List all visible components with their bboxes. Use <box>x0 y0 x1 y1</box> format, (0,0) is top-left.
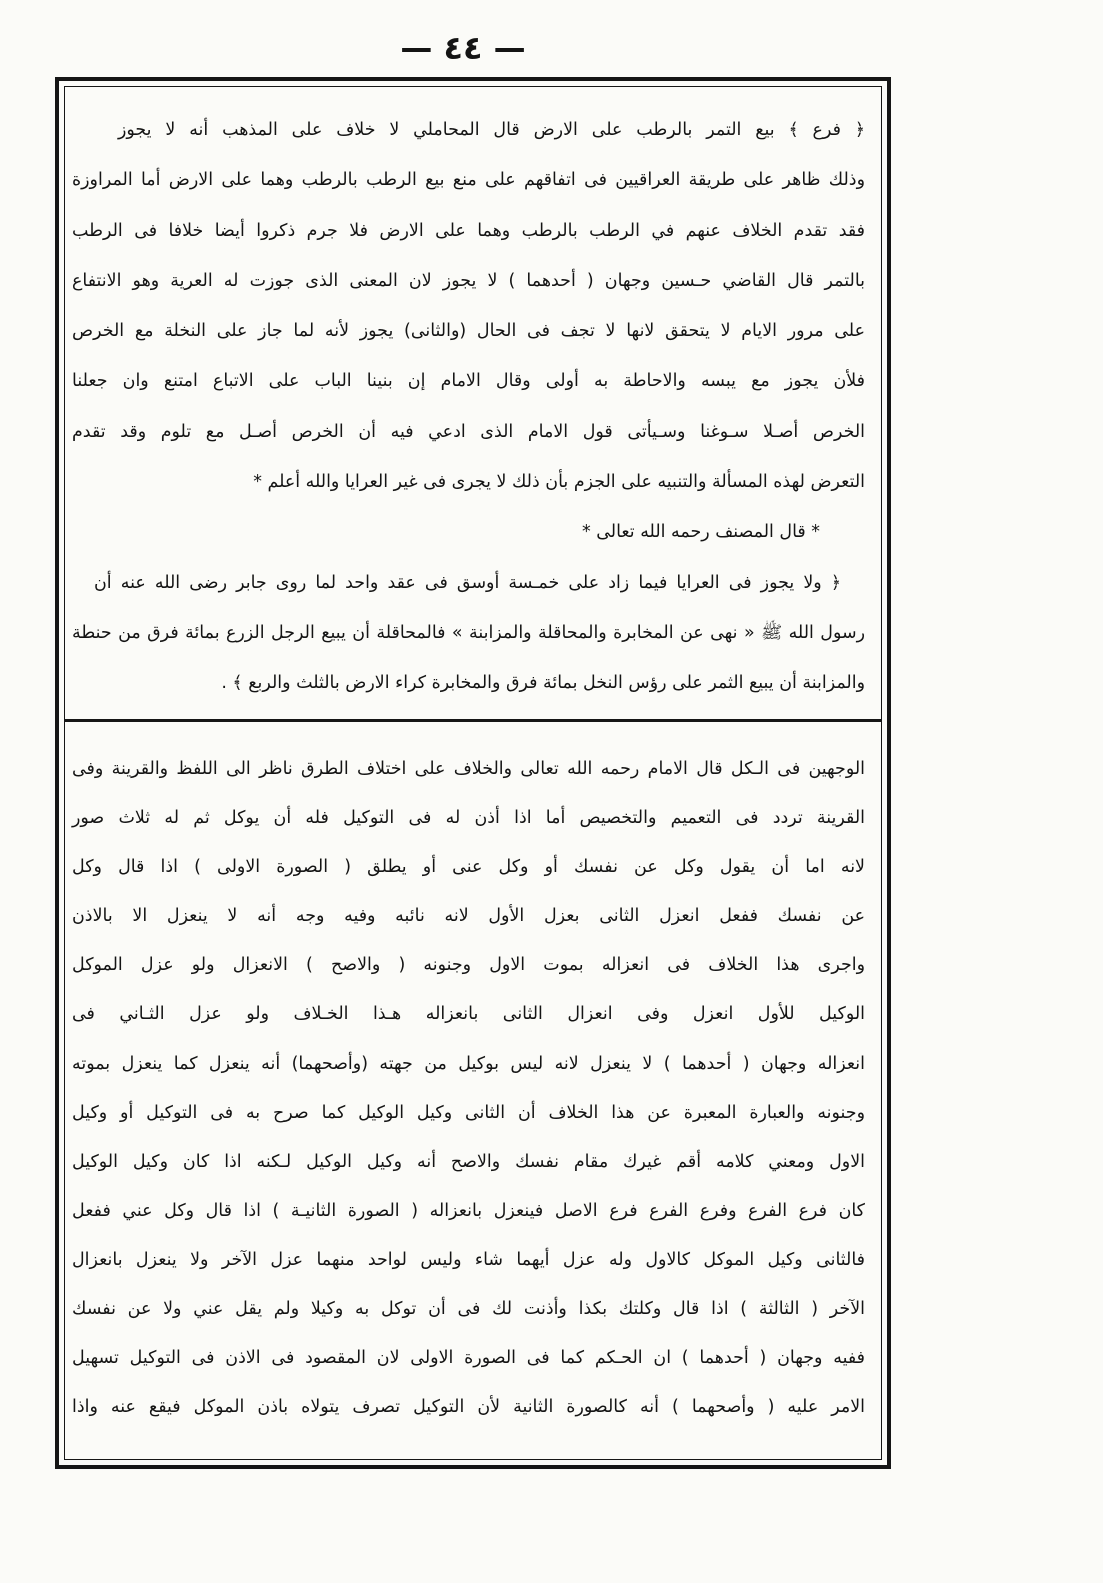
line-text: عن نفسك ففعل انعزل الثانى بعزل الأول لانه نائبه وفيه وجه أنه لا ينعزل الا بالاذن <box>72 906 865 927</box>
line-text: القرينة تردد فى التعميم والتخصيص أما اذا أذن له فى التوكيل فله أن يوكل ثم له ثلاث صور <box>72 808 865 829</box>
text-line <box>72 1040 865 1089</box>
text-line <box>72 1187 865 1236</box>
line-text: كان فرع الفرع وفرع الفرع فرع الاصل فينعزل بانعزاله ( الصورة الثانيـة ) اذا قال وكل عني ففعل <box>72 1200 865 1221</box>
text-line <box>72 941 865 990</box>
text-line <box>72 155 865 205</box>
text-line <box>72 256 865 306</box>
text-line <box>72 794 865 843</box>
text-line <box>72 206 865 256</box>
line-text: الوكيل للأول انعزل وفى انعزال الثانى بانعزاله هـذا الخـلاف ولو عزل الثـاني فى <box>72 1004 865 1025</box>
line-text: لانه اما أن يقول وكل عن نفسك أو وكل عنى أو يطلق ( الصورة الاولى ) اذا قال وكل <box>72 857 865 878</box>
line-text: الامر عليه ( وأصحهما ) أنه كالصورة الثانية لأن التوكيل تصرف يتولاه باذن الموكل فيقع عنه واذا <box>72 1397 865 1418</box>
text-line <box>72 843 865 892</box>
line-text: فقد تقدم الخلاف عنهم في الرطب بالرطب وهما على الارض فلا جرم ذكروا أيضا خلافا فى الرطب <box>72 220 865 241</box>
line-text: * قال المصنف رحمه الله تعالى * <box>581 522 820 543</box>
text-line <box>72 990 865 1039</box>
text-line <box>72 608 865 658</box>
text-line <box>72 658 865 708</box>
line-text: التعرض لهذه المسألة والتنبيه على الجزم بأن ذلك لا يجرى فى غير العرايا والله أعلم * <box>253 472 865 493</box>
text-line <box>72 1285 865 1334</box>
text-line <box>72 105 865 155</box>
line-text: ﴿ ولا يجوز فى العرايا فيما زاد على خمـسة أوسق فى عقد واحد لما روى جابر رضى الله عنه أن <box>94 572 841 593</box>
lower-text-block <box>72 745 865 1432</box>
line-text: ففيه وجهان ( أحدهما ) ان الحـكم كما فى الصورة الاولى لان المقصود فى الاذن فى التوكيل تسهيل <box>72 1348 865 1369</box>
text-line <box>72 407 865 457</box>
text-line <box>72 1236 865 1285</box>
line-text: واجرى هذا الخلاف فى انعزاله بموت الاول وجنونه ( والاصح ) الانعزال ولو عزل الموكل <box>72 955 865 976</box>
text-line <box>72 745 865 794</box>
line-text: رسول الله ﷺ « نهى عن المخابرة والمحاقلة والمزابنة » فالمحاقلة أن يبيع الرجل الزرع بمائة فرق من حنطة <box>72 622 865 643</box>
text-line <box>72 1089 865 1138</box>
text-line <box>72 1138 865 1187</box>
text-line <box>72 356 865 406</box>
text-line <box>72 1383 865 1432</box>
text-line <box>72 1334 865 1383</box>
section-heading <box>72 507 865 557</box>
line-text: وذلك ظاهر على طريقة العراقيين فى اتفاقهم على منع بيع الرطب بالرطب وهما على الارض أما المراوزة <box>72 170 865 191</box>
line-text: فلأن يجوز مع يبسه والاحاطة به أولى وقال الامام إن بنينا الباب على الاتباع امتنع وان جعلنا <box>72 371 865 392</box>
text-line <box>72 558 865 608</box>
line-text: فالثانى وكيل الموكل كالاول وله عزل أيهما شاء وليس لواحد منهما عزل الآخر ولا ينعزل بانعزال <box>72 1249 865 1270</box>
line-text: انعزاله وجهان ( أحدهما ) لا ينعزل لانه ليس بوكيل من جهته (وأصحهما) أنه ينعزل كما ينعزل بموته <box>72 1053 865 1074</box>
upper-text-block <box>72 105 865 709</box>
line-text: والمزابنة أن يبيع الثمر على رؤس النخل بمائة فرق والمخابرة كراء الارض بالثلث والربع ﴾ . <box>221 673 865 694</box>
line-text: الاول ومعني كلامه أقم غيرك مقام نفسك والاصح أنه وكيل الوكيل لـكنه اذا كان وكيل الوكيل <box>72 1151 865 1172</box>
line-text: ﴿ فرع ﴾ بيع التمر بالرطب على الارض قال المحاملي لا خلاف على المذهب أنه لا يجوز <box>118 120 865 140</box>
section-divider <box>64 719 882 722</box>
page-number: — ٤٤ — <box>400 29 526 67</box>
text-line <box>72 892 865 941</box>
line-text: بالتمر قال القاضي حـسين وجهان ( أحدهما ) لا يجوز لان المعنى الذى جوزت له العرية وهو الانتفاع <box>72 270 865 291</box>
line-text: وجنونه والعبارة المعبرة عن هذا الخلاف أن الثانى وكيل الوكيل كما صرح به فى التوكيل أو وكيل <box>72 1102 865 1123</box>
text-line <box>72 306 865 356</box>
line-text: الوجهين فى الـكل قال الامام رحمه الله تعالى والخلاف على اختلاف الطرق ناظر الى اللفظ والقرينة وفى <box>72 759 865 779</box>
line-text: على مرور الايام لا يتحقق لانها لا تجف فى الحال (والثانى) يجوز لأنه لما جاز على النخلة مع الخرص <box>72 321 865 342</box>
line-text: الخرص أصـلا سـوغنا وسـيأتى قول الامام الذى ادعي فيه أن الخرص أصـل مع تلوم وقد تقدم <box>72 421 865 442</box>
line-text: الآخر ( الثالثة ) اذا قال وكلتك بكذا وأذنت لك فى أن توكل به وكيلا ولم يقل عني ولا عن نفسك <box>72 1299 865 1320</box>
text-line <box>72 457 865 507</box>
